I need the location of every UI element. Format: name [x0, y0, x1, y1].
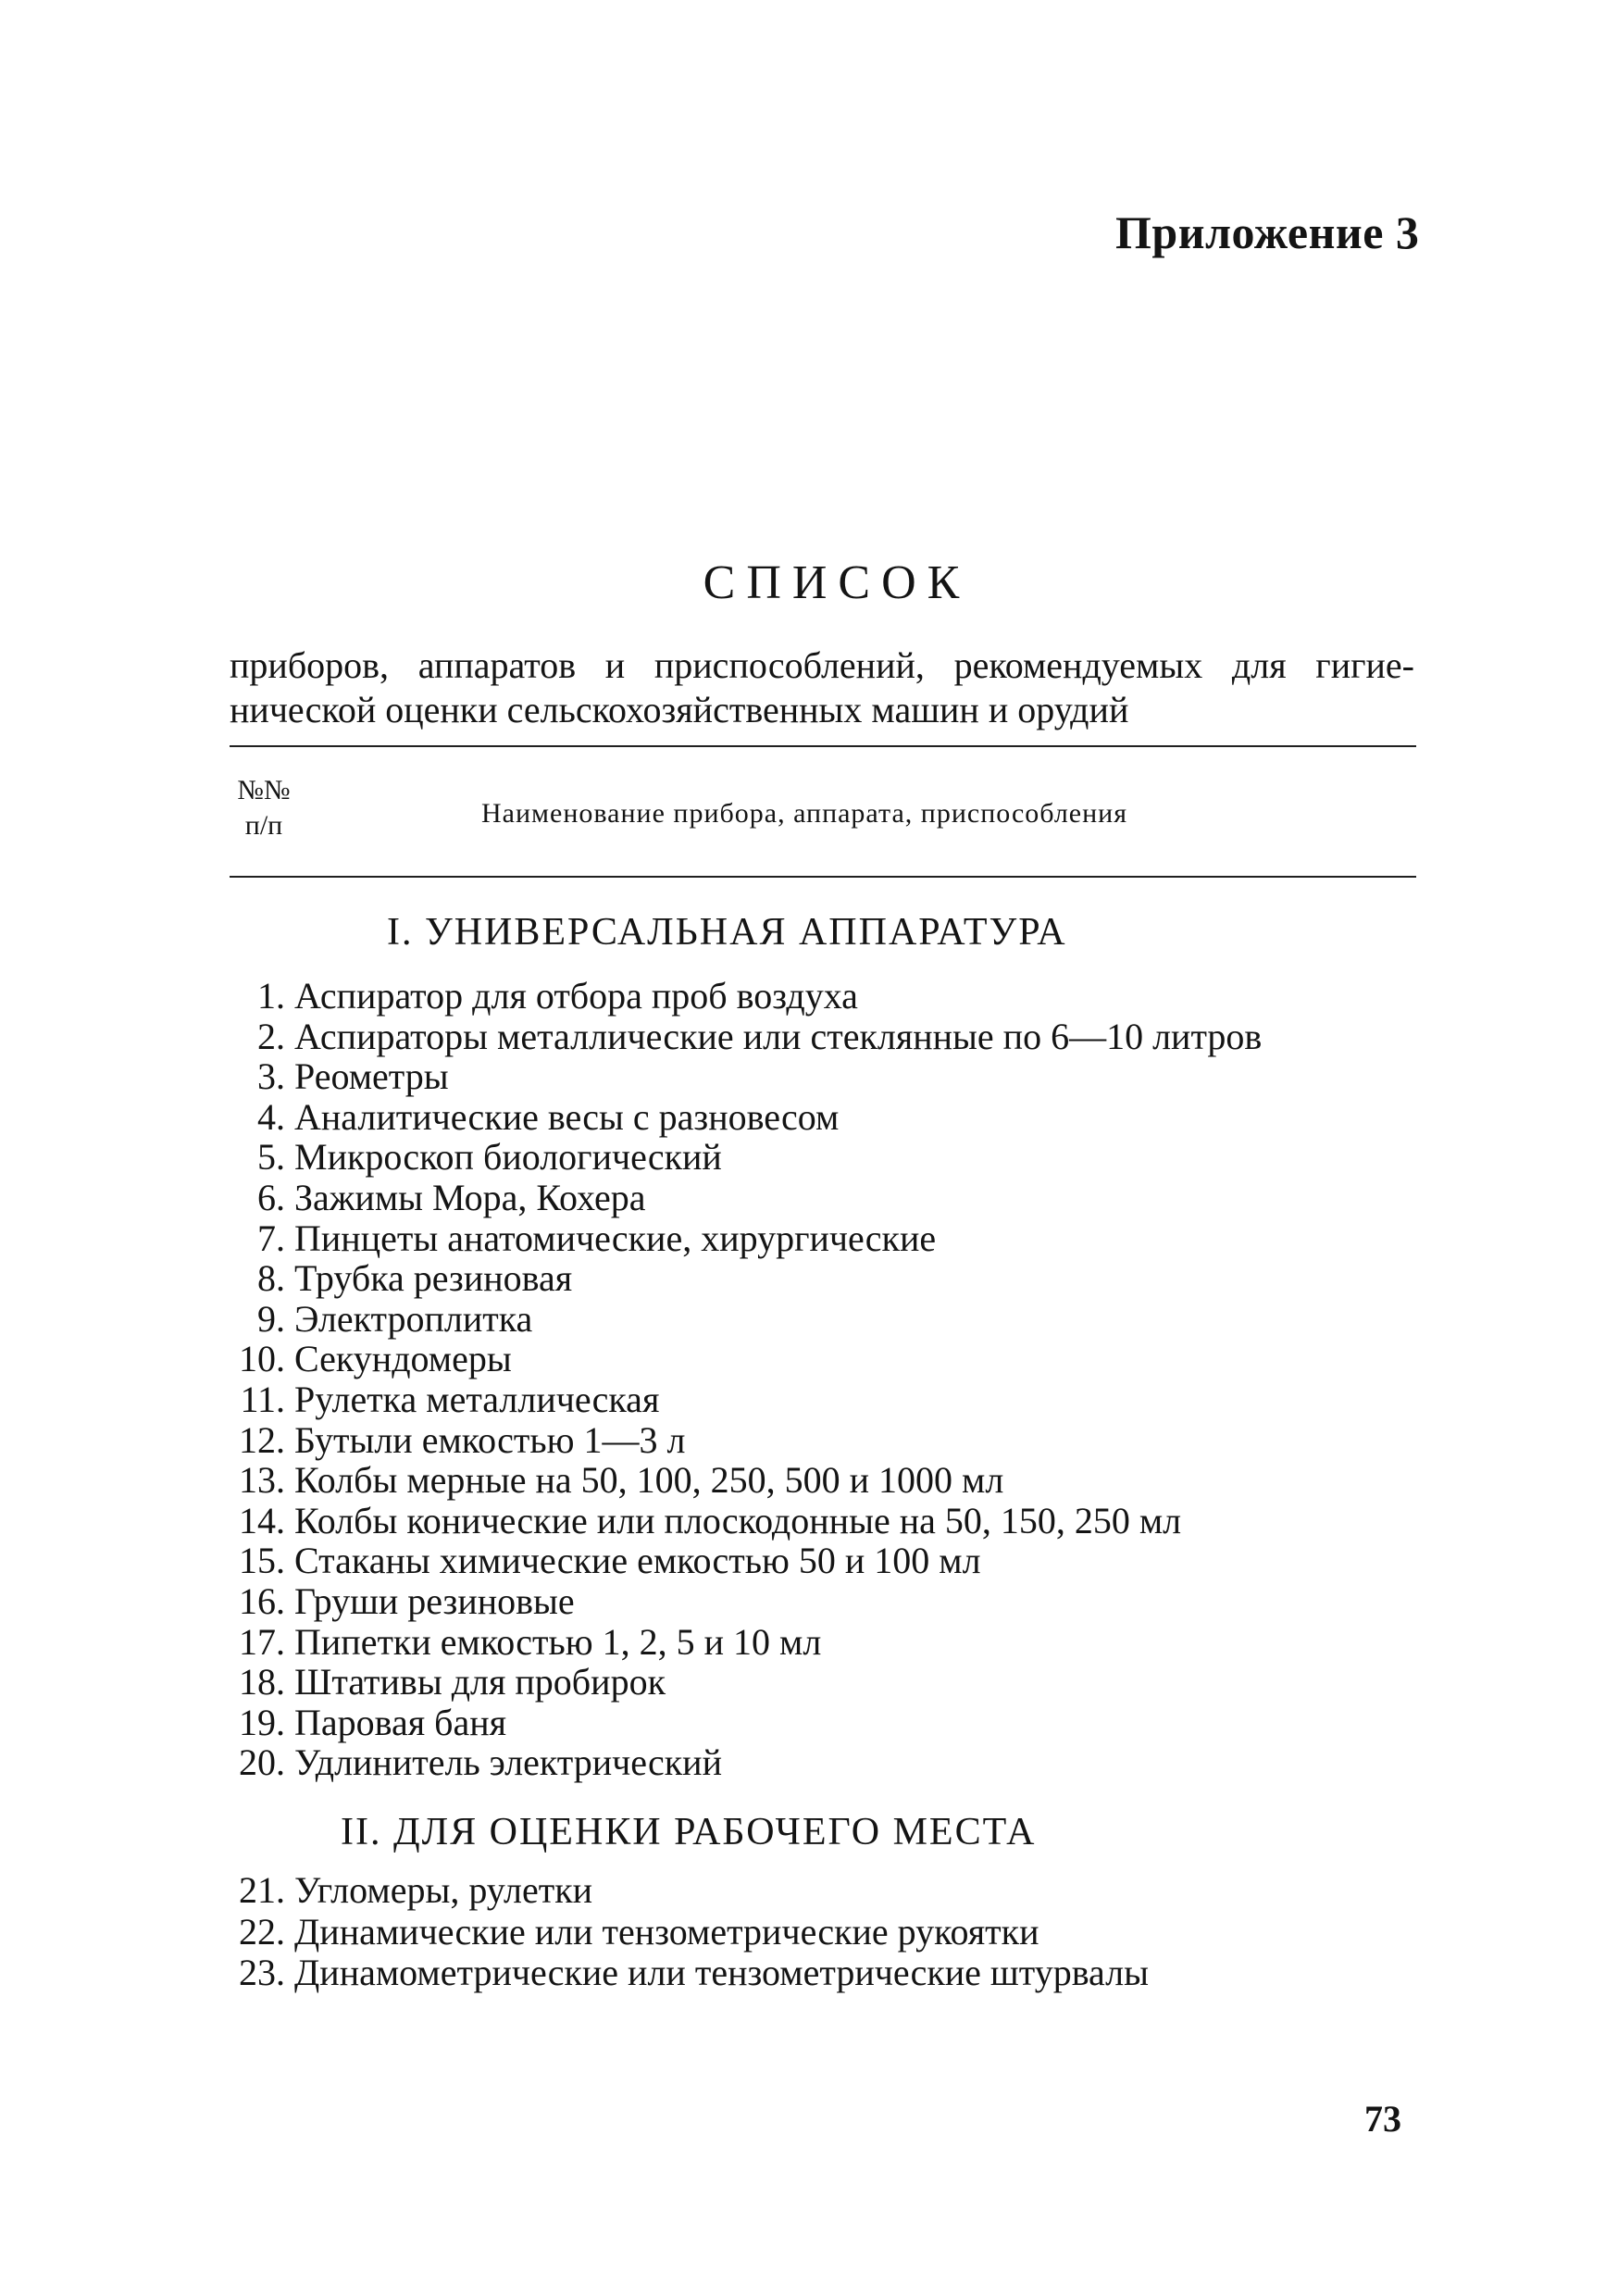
item-name: Бутыли емкостью 1—3 л: [294, 1418, 686, 1461]
section-heading-universal: I. УНИВЕРСАЛЬНАЯ АППАРАТУРА: [387, 911, 1067, 954]
page-number: 73: [1364, 2098, 1401, 2140]
item-number: 11.: [240, 1378, 285, 1420]
list-item: [218, 1218, 1262, 1259]
item-number: 9.: [257, 1297, 285, 1340]
list-item: [218, 1622, 1262, 1663]
document-subtitle: приборов, аппаратов и приспособлений, рекомендуемых для гигиенической оценки сельскохозяйственных машин и орудий: [230, 644, 1414, 730]
list-item: [218, 1662, 1262, 1703]
list-item: [218, 1097, 1262, 1138]
number-column-header: [222, 773, 305, 843]
list-item: [218, 1299, 1262, 1340]
item-number: 22.: [239, 1910, 285, 1953]
item-name: Штативы для пробирок: [294, 1661, 666, 1703]
list-item: [218, 1953, 1149, 1994]
section-heading-workplace: II. ДЛЯ ОЦЕНКИ РАБОЧЕГО МЕСТА: [341, 1811, 1037, 1853]
table-header-rule: [230, 876, 1416, 878]
list-item: [218, 1870, 1149, 1912]
item-name: Груши резиновые: [294, 1579, 575, 1622]
item-name: Микроскоп биологический: [294, 1136, 722, 1179]
item-name: Аспиратор для отбора проб воздуха: [294, 975, 858, 1017]
item-name: Удлинитель электрический: [294, 1741, 722, 1784]
list-item: [218, 1339, 1262, 1379]
list-item: [218, 1379, 1262, 1420]
list-item: [218, 1541, 1262, 1581]
item-number: 7.: [257, 1217, 285, 1259]
item-number: 3.: [257, 1055, 285, 1098]
item-number: 6.: [257, 1176, 285, 1218]
item-name: Трубка резиновая: [294, 1257, 573, 1300]
item-name: Аспираторы металлические или стеклянные по 6—10 литров: [294, 1015, 1263, 1057]
item-name: Колбы конические или плоскодонные на 50, 150, 250 мл: [294, 1499, 1182, 1541]
item-number: 19.: [239, 1701, 285, 1743]
item-name: Пинцеты анатомические, хирургические: [294, 1217, 937, 1259]
list-item: [218, 1017, 1262, 1057]
item-number: 14.: [239, 1499, 285, 1541]
list-item: [218, 1056, 1262, 1097]
list-item: [218, 1460, 1262, 1501]
table-top-rule: [230, 745, 1416, 747]
item-number: 1.: [257, 975, 285, 1017]
item-name: Зажимы Мора, Кохера: [294, 1176, 646, 1218]
item-number: 2.: [257, 1015, 285, 1057]
item-number: 18.: [239, 1661, 285, 1703]
list-item: [218, 1581, 1262, 1622]
item-number: 16.: [239, 1579, 285, 1622]
item-name: Стаканы химические емкостью 50 и 100 мл: [294, 1540, 981, 1582]
item-name: Угломеры, рулетки: [294, 1869, 593, 1911]
list-item: [218, 1137, 1262, 1178]
equipment-list-workplace: [218, 1870, 1149, 1994]
list-item: [218, 1501, 1262, 1541]
appendix-label: Приложение 3: [1115, 206, 1420, 258]
item-number: 20.: [239, 1741, 285, 1784]
item-number: 13.: [239, 1459, 285, 1502]
item-name: Динамометрические или тензометрические штурвалы: [294, 1952, 1149, 1993]
item-name: Секундомеры: [294, 1338, 512, 1380]
item-number: 8.: [257, 1257, 285, 1300]
item-number: 4.: [257, 1095, 285, 1138]
item-name: Пипетки емкостью 1, 2, 5 и 10 мл: [294, 1620, 822, 1663]
item-number: 21.: [239, 1869, 285, 1911]
list-item: [218, 1742, 1262, 1783]
list-item: [218, 976, 1262, 1017]
item-number: 23.: [239, 1952, 285, 1993]
item-name: Электроплитка: [294, 1297, 533, 1340]
item-number: 5.: [257, 1136, 285, 1179]
item-number: 12.: [239, 1418, 285, 1461]
list-item: [218, 1703, 1262, 1743]
item-name: Рулетка металлическая: [294, 1378, 660, 1420]
number-column-header-line1: №№: [237, 775, 291, 805]
item-name: Аналитические весы с разновесом: [294, 1095, 840, 1138]
list-item: [218, 1420, 1262, 1461]
equipment-list-universal: [218, 976, 1262, 1783]
list-item: [218, 1912, 1149, 1953]
item-name: Колбы мерные на 50, 100, 250, 500 и 1000 мл: [294, 1459, 1004, 1502]
item-name: Паровая баня: [294, 1701, 507, 1743]
item-number: 17.: [239, 1620, 285, 1663]
item-name: Реометры: [294, 1055, 449, 1098]
list-item: [218, 1258, 1262, 1299]
list-item: [218, 1178, 1262, 1218]
item-number: 15.: [239, 1540, 285, 1582]
document-title: СПИСОК: [703, 556, 971, 609]
item-name: Динамические или тензометрические рукоятки: [294, 1910, 1039, 1953]
item-number: 10.: [239, 1338, 285, 1380]
name-column-header: Наименование прибора, аппарата, приспособления: [481, 798, 1128, 829]
number-column-header-line2: п/п: [244, 810, 283, 841]
